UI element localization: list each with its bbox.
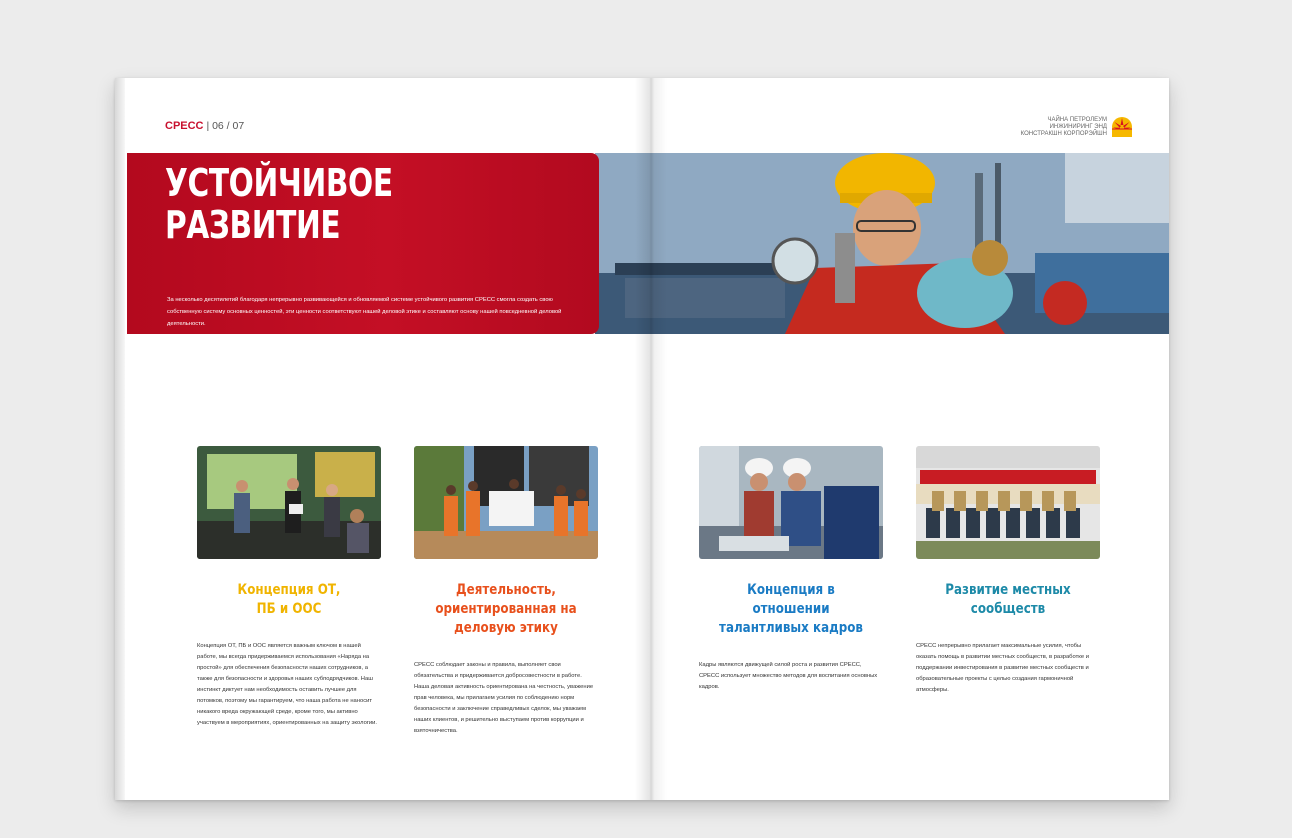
hero-title-line: РАЗВИТИЕ: [165, 203, 341, 247]
card-photo: [414, 446, 598, 559]
card-title: [930, 581, 1086, 619]
corp-line: ЧАЙНА ПЕТРОЛЕУМ: [1047, 117, 1107, 123]
card-title-line: Концепция ОТ,: [237, 582, 341, 598]
card-title: [428, 581, 584, 638]
card-title-line: ПБ и ООС: [256, 601, 322, 617]
card-body-text: CPECC соблюдает законы и правила, выполняет свои обязательства и придерживается добросовестности в работе. Наша деловая активность ориентирована на честность, уважение прав человека, мы прилагаем усилия по соблюдению норм безопасности и заключение справедливых сделок, мы уважаем наших клиентов, и решительно выступаем против коррупции и взяточничества.: [414, 662, 594, 734]
brochure-spread: [115, 78, 1169, 800]
card-body-text: Кадры являются движущей силой роста и развития CPECC, CPECC использует множество методов для воспитания основных кадров.: [699, 662, 878, 690]
card-title-line: талантливых кадров: [719, 620, 863, 636]
card-photo: [699, 446, 883, 559]
hero-title: [165, 162, 393, 246]
card-title-line: Деятельность,: [456, 582, 556, 598]
card-title: [211, 581, 367, 619]
card-local-communities: [916, 446, 1100, 696]
hero-title-line: УСТОЙЧИВОЕ: [165, 161, 393, 205]
card-title-line: Развитие местных: [945, 582, 1071, 598]
card-photo: [197, 446, 381, 559]
card-body-text: CPECC непрерывно прилагает максимальные усилия, чтобы оказать помощь в развитии местных сообществ, в разработке и поддержании инвестирования в развитие местных сообществ и образовательные проекты с целью создания гармоничной атмосферы.: [916, 643, 1089, 693]
page-edge: [115, 78, 125, 800]
card-photo: [916, 446, 1100, 559]
hero-intro-text: За несколько десятилетий благодаря непрерывно развивающейся и обновляемой системе устойчивого развития CPECC смогла создать свою собственную систему основных ценностей, эти ценности соответствуют нашей деловой этике и составляют основу нашей повседневной деловой деятельности.: [167, 297, 562, 327]
card-title-line: Концепция в отношении: [747, 582, 835, 617]
hero-worker-photo: [595, 153, 1169, 334]
card-business-ethics: [414, 446, 598, 737]
corp-line: ИНЖИНИРИНГ ЭНД: [1049, 124, 1107, 130]
card-title: [713, 581, 869, 638]
card-title-line: сообществ: [970, 601, 1046, 617]
corporation-name: [1021, 117, 1107, 138]
brand-logo-text: CPECC: [165, 120, 204, 132]
page-numbers: | 06 / 07: [206, 120, 245, 132]
card-title-line: деловую этику: [454, 620, 558, 636]
card-talent-concept: [699, 446, 883, 693]
corp-line: КОНСТРАКШН КОРПОРЭЙШН: [1020, 131, 1107, 137]
card-body-text: Концепция ОТ, ПБ и ООС является важным ключом в нашей работе, мы всегда придерживаемся использования «Наряда на простой» для обеспечения безопасности наших сотрудников, а также для безопасности и здоровья наших субподрядчиков. Наш инстинкт диктует нам необходимость оставить лучшее для потомков, поэтому мы гарантируем, что наша работа не наносит никакого вреда окружающей среде, кроме того, мы активно участвуем в мероприятиях, ориентированных на защиту экологии.: [197, 643, 377, 726]
card-title-line: ориентированная на: [435, 601, 577, 617]
brand-header: [165, 120, 244, 132]
card-hse-concept: [197, 446, 381, 729]
cnpc-sun-logo-icon: [1111, 116, 1133, 138]
